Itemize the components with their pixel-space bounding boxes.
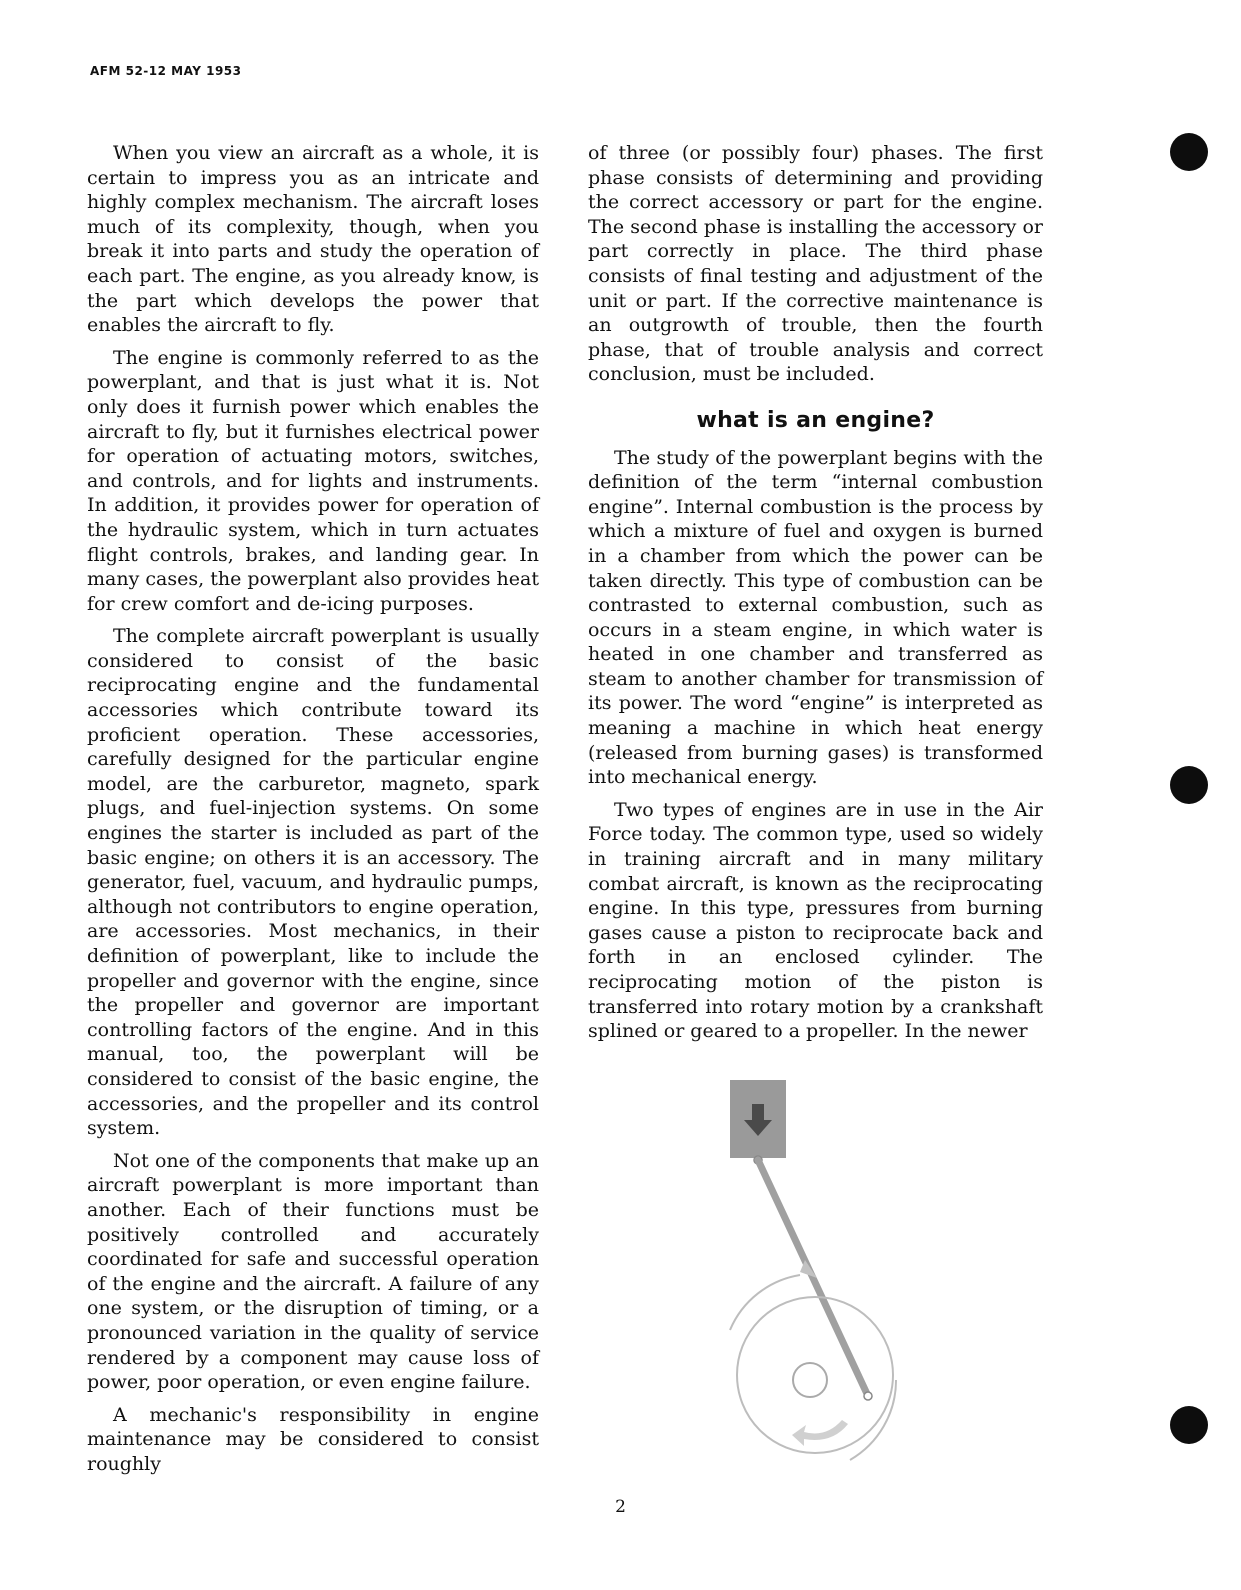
paragraph: When you view an aircraft as a whole, it is certain to impress you as an intricate and highly complex mechanism. The aircraft loses much of its complexity, though, when you break it into parts and study the operation of each part. The engine, as you already know, is the part which develops the power that enables the aircraft to fly. xyxy=(87,142,539,337)
paragraph-continuation: of three (or possibly four) phases. The first phase consists of determining and providing the correct accessory or part for the engine. The second phase is installing the accessory or part correctly in place. The third phase consists of final testing and adjustment of the unit or part. If the corrective maintenance is an outgrowth of trouble, then the fourth phase, that of trouble analysis and correct conclusion, must be included. xyxy=(588,142,1043,386)
paragraph: The complete aircraft powerplant is usually considered to consist of the basic reciprocating engine and the fundamental accessories which contribute toward its proficient operation. These accessories, carefully designed for the particular engine model, are the carburetor, magneto, spark plugs, and fuel-injection systems. On some engines the starter is included as part of the basic engine; on others it is an accessory. The generator, fuel, vacuum, and hydraulic pumps, although not contributors to engine operation, are accessories. Most mechanics, in their definition of powerplant, like to include the propeller and governor with the engine, since the propeller and governor are important controlling factors of the engine. And in this manual, too, the powerplant will be considered to consist of the basic engine, the accessories, and the propeller and its control system. xyxy=(87,625,539,1140)
page-number: 2 xyxy=(615,1497,626,1517)
paragraph: Two types of engines are in use in the Air Force today. The common type, used so widely in training aircraft and in many military combat aircraft, is known as the reciprocating engine. In this type, pressures from burning gases cause a piston to reciprocate back and forth in an enclosed cylinder. The reciprocating motion of the piston is transferred into rotary motion by a crankshaft splined or geared to a propeller. In the newer xyxy=(588,798,1043,1043)
right-column xyxy=(588,141,1043,1052)
rotation-arc xyxy=(850,1380,896,1460)
paragraph: Not one of the components that make up an aircraft powerplant is more important than another. Each of their functions must be positively controlled and accurately coordinated for safe and successful operation of the engine and the aircraft. A failure of any one system, or the disruption of timing, or a pronounced variation in the quality of service rendered by a component may cause loss of power, poor operation, or even engine failure. xyxy=(87,1149,539,1394)
crank-pin xyxy=(864,1392,872,1400)
binder-hole xyxy=(1170,766,1208,804)
connecting-rod xyxy=(758,1160,868,1396)
crankshaft-center xyxy=(793,1363,827,1397)
section-heading: what is an engine? xyxy=(696,407,935,433)
binder-hole xyxy=(1170,1406,1208,1444)
left-column xyxy=(87,141,539,1484)
paragraph: A mechanic's responsibility in engine maintenance may be considered to consist roughly xyxy=(87,1403,539,1475)
piston-crankshaft-illustration xyxy=(700,1080,940,1470)
rotation-arc xyxy=(730,1275,800,1330)
binder-hole xyxy=(1170,133,1208,171)
rotation-arrow-icon xyxy=(792,1420,848,1446)
paragraph: The study of the powerplant begins with the definition of the term “internal combustion engine”. Internal combustion is the process by which a mixture of fuel and oxygen is burned in a chamber from which the power can be taken directly. This type of combustion can be contrasted to external combustion, such as occurs in a steam engine, in which water is heated in one chamber and transferred as steam to another chamber for transmission of its power. The word “engine” is interpreted as meaning a machine in which heat energy (released from burning gases) is transformed into mechanical energy. xyxy=(588,446,1043,789)
crank-circle xyxy=(737,1297,893,1453)
paragraph: The engine is commonly referred to as the powerplant, and that is just what it is. Not only does it furnish power which enables the aircraft to fly, but it furnishes electrical power for operation of actuating motors, switches, and controls, and for lights and instruments. In addition, it provides power for operation of the hydraulic system, which in turn actuates flight controls, brakes, and landing gear. In many cases, the powerplant also provides heat for crew comfort and de-icing purposes. xyxy=(87,346,539,615)
page-header: AFM 52-12 MAY 1953 xyxy=(90,64,242,78)
